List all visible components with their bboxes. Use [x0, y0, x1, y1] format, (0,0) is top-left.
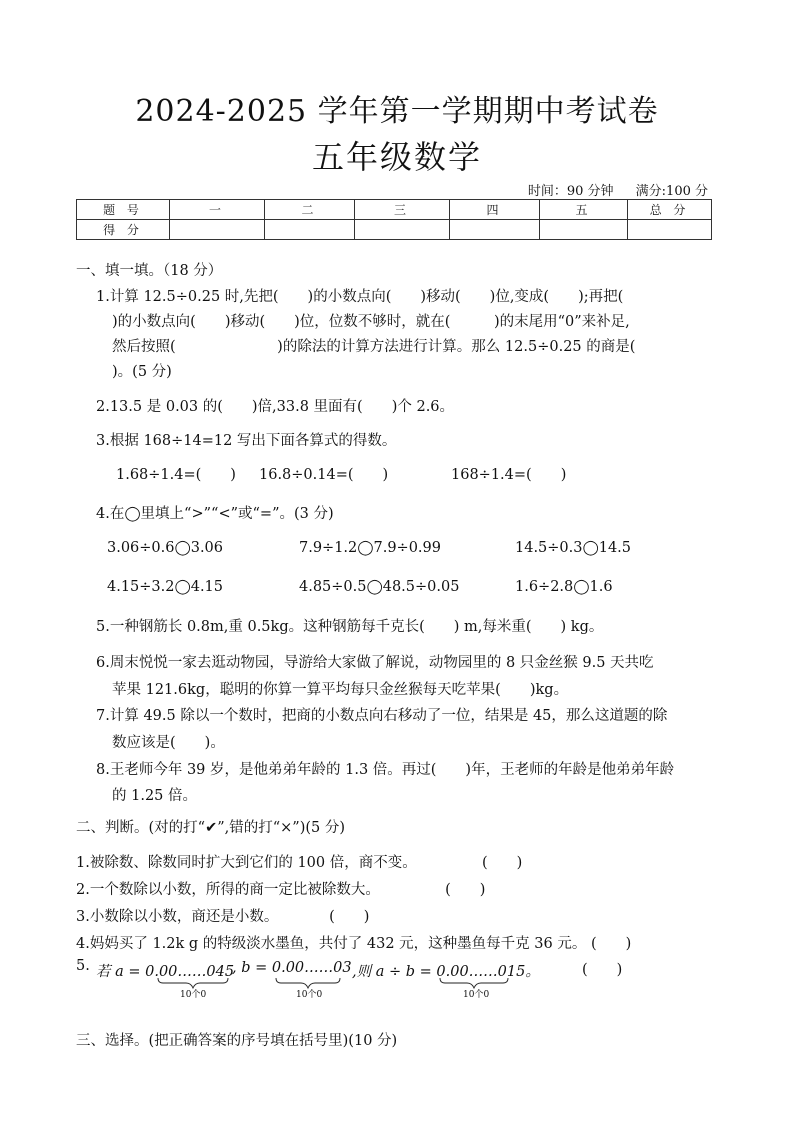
q6-line2: 苹果 121.6kg，聪明的你算一算平均每只金丝猴每天吃苹果( )kg。: [112, 682, 569, 698]
q1-line4: )。(5 分): [112, 364, 172, 380]
q4-item: 3.06÷0.6◯3.06: [107, 540, 224, 556]
score-cell: 五: [540, 200, 628, 220]
section2-heading: 二、判断。(对的打“✔”,错的打“×”)(5 分): [76, 820, 346, 836]
q4-item: 1.6÷2.8◯1.6: [515, 579, 613, 595]
judge-item: 3.小数除以小数，商还是小数。 ( ): [76, 909, 370, 925]
judge-item: 1.被除数、除数同时扩大到它们的 100 倍，商不变。 ( ): [76, 855, 523, 871]
score-cell: 四: [450, 200, 540, 220]
score-cell: 三: [355, 200, 450, 220]
q3-item: 1.68÷1.4=( ): [116, 467, 236, 483]
judge-q5-part-c: ,则 a ÷ b = 0.00……015。: [352, 964, 540, 980]
judge-item: 4.妈妈买了 1.2k g 的特级淡水墨鱼，共付了 432 元，这种墨鱼每千克 36 元。 ( ): [76, 936, 632, 952]
q4-item: 14.5÷0.3◯14.5: [515, 540, 632, 556]
q2: 2.13.5 是 0.03 的( )倍,33.8 里面有( )个 2.6。: [96, 399, 455, 415]
score-cell: 题 号: [77, 200, 170, 220]
section3-heading: 三、选择。(把正确答案的序号填在括号里)(10 分): [76, 1033, 398, 1049]
q7-line2: 数应该是( )。: [112, 735, 225, 751]
q3-item: 16.8÷0.14=( ): [259, 467, 389, 483]
judge-q5-part-b: , b = 0.00……03: [232, 960, 352, 976]
underbrace-label-a: 10个0: [180, 990, 207, 1000]
exam-title: 2024-2025 学年第一学期期中考试卷: [135, 94, 659, 129]
judge-q5-part-a: 若 a = 0.00……045: [96, 964, 235, 980]
score-cell: 总 分: [628, 200, 712, 220]
q4-item: 7.9÷1.2◯7.9÷0.99: [299, 540, 441, 556]
q8-line2: 的 1.25 倍。: [112, 788, 198, 804]
underbrace-label-b: 10个0: [296, 990, 323, 1000]
judge-q5-number: 5.: [76, 958, 90, 974]
q1-line2: )的小数点向( )移动( )位，位数不够时，就在( )的末尾用“0”来补足,: [112, 314, 630, 330]
q6-line1: 6.周末悦悦一家去逛动物园，导游给大家做了解说，动物园里的 8 只金丝猴 9.5 天共吃: [96, 655, 654, 671]
score-cell: 一: [170, 200, 265, 220]
exam-subtitle: 五年级数学: [311, 138, 482, 176]
q4-item: 4.15÷3.2◯4.15: [107, 579, 224, 595]
q3: 3.根据 168÷14=12 写出下面各算式的得数。: [96, 433, 397, 449]
q7-line1: 7.计算 49.5 除以一个数时，把商的小数点向右移动了一位，结果是 45，那么这道题的除: [96, 708, 668, 724]
q4-item: 4.85÷0.5◯48.5÷0.05: [299, 579, 460, 595]
score-cell: 二: [265, 200, 355, 220]
score-row-label: 得 分: [77, 220, 170, 240]
q1-line3: 然后按照( )的除法的计算方法进行计算。那么 12.5÷0.25 的商是(: [112, 339, 636, 355]
q4: 4.在◯里填上“>”“<”或“=”。(3 分): [96, 506, 334, 522]
time-label: 时间：90 分钟: [527, 184, 614, 199]
q3-item: 168÷1.4=( ): [451, 467, 567, 483]
judge-item: 2.一个数除以小数，所得的商一定比被除数大。 ( ): [76, 882, 486, 898]
underbrace-label-c: 10个0: [463, 990, 490, 1000]
section1-heading: 一、填一填。（18 分）: [76, 263, 223, 279]
judge-q5-paren: ( ): [582, 962, 623, 978]
q1-line1: 1.计算 12.5÷0.25 时,先把( )的小数点向( )移动( )位,变成( );再把(: [96, 289, 624, 305]
q8-line1: 8.王老师今年 39 岁，是他弟弟年龄的 1.3 倍。再过( )年，王老师的年龄是他弟弟年龄: [96, 762, 675, 778]
full-score-label: 满分:100 分: [635, 184, 708, 199]
q5: 5.一种钢筋长 0.8m,重 0.5kg。这种钢筋每千克长( ) m,每米重( ) kg。: [96, 619, 604, 635]
